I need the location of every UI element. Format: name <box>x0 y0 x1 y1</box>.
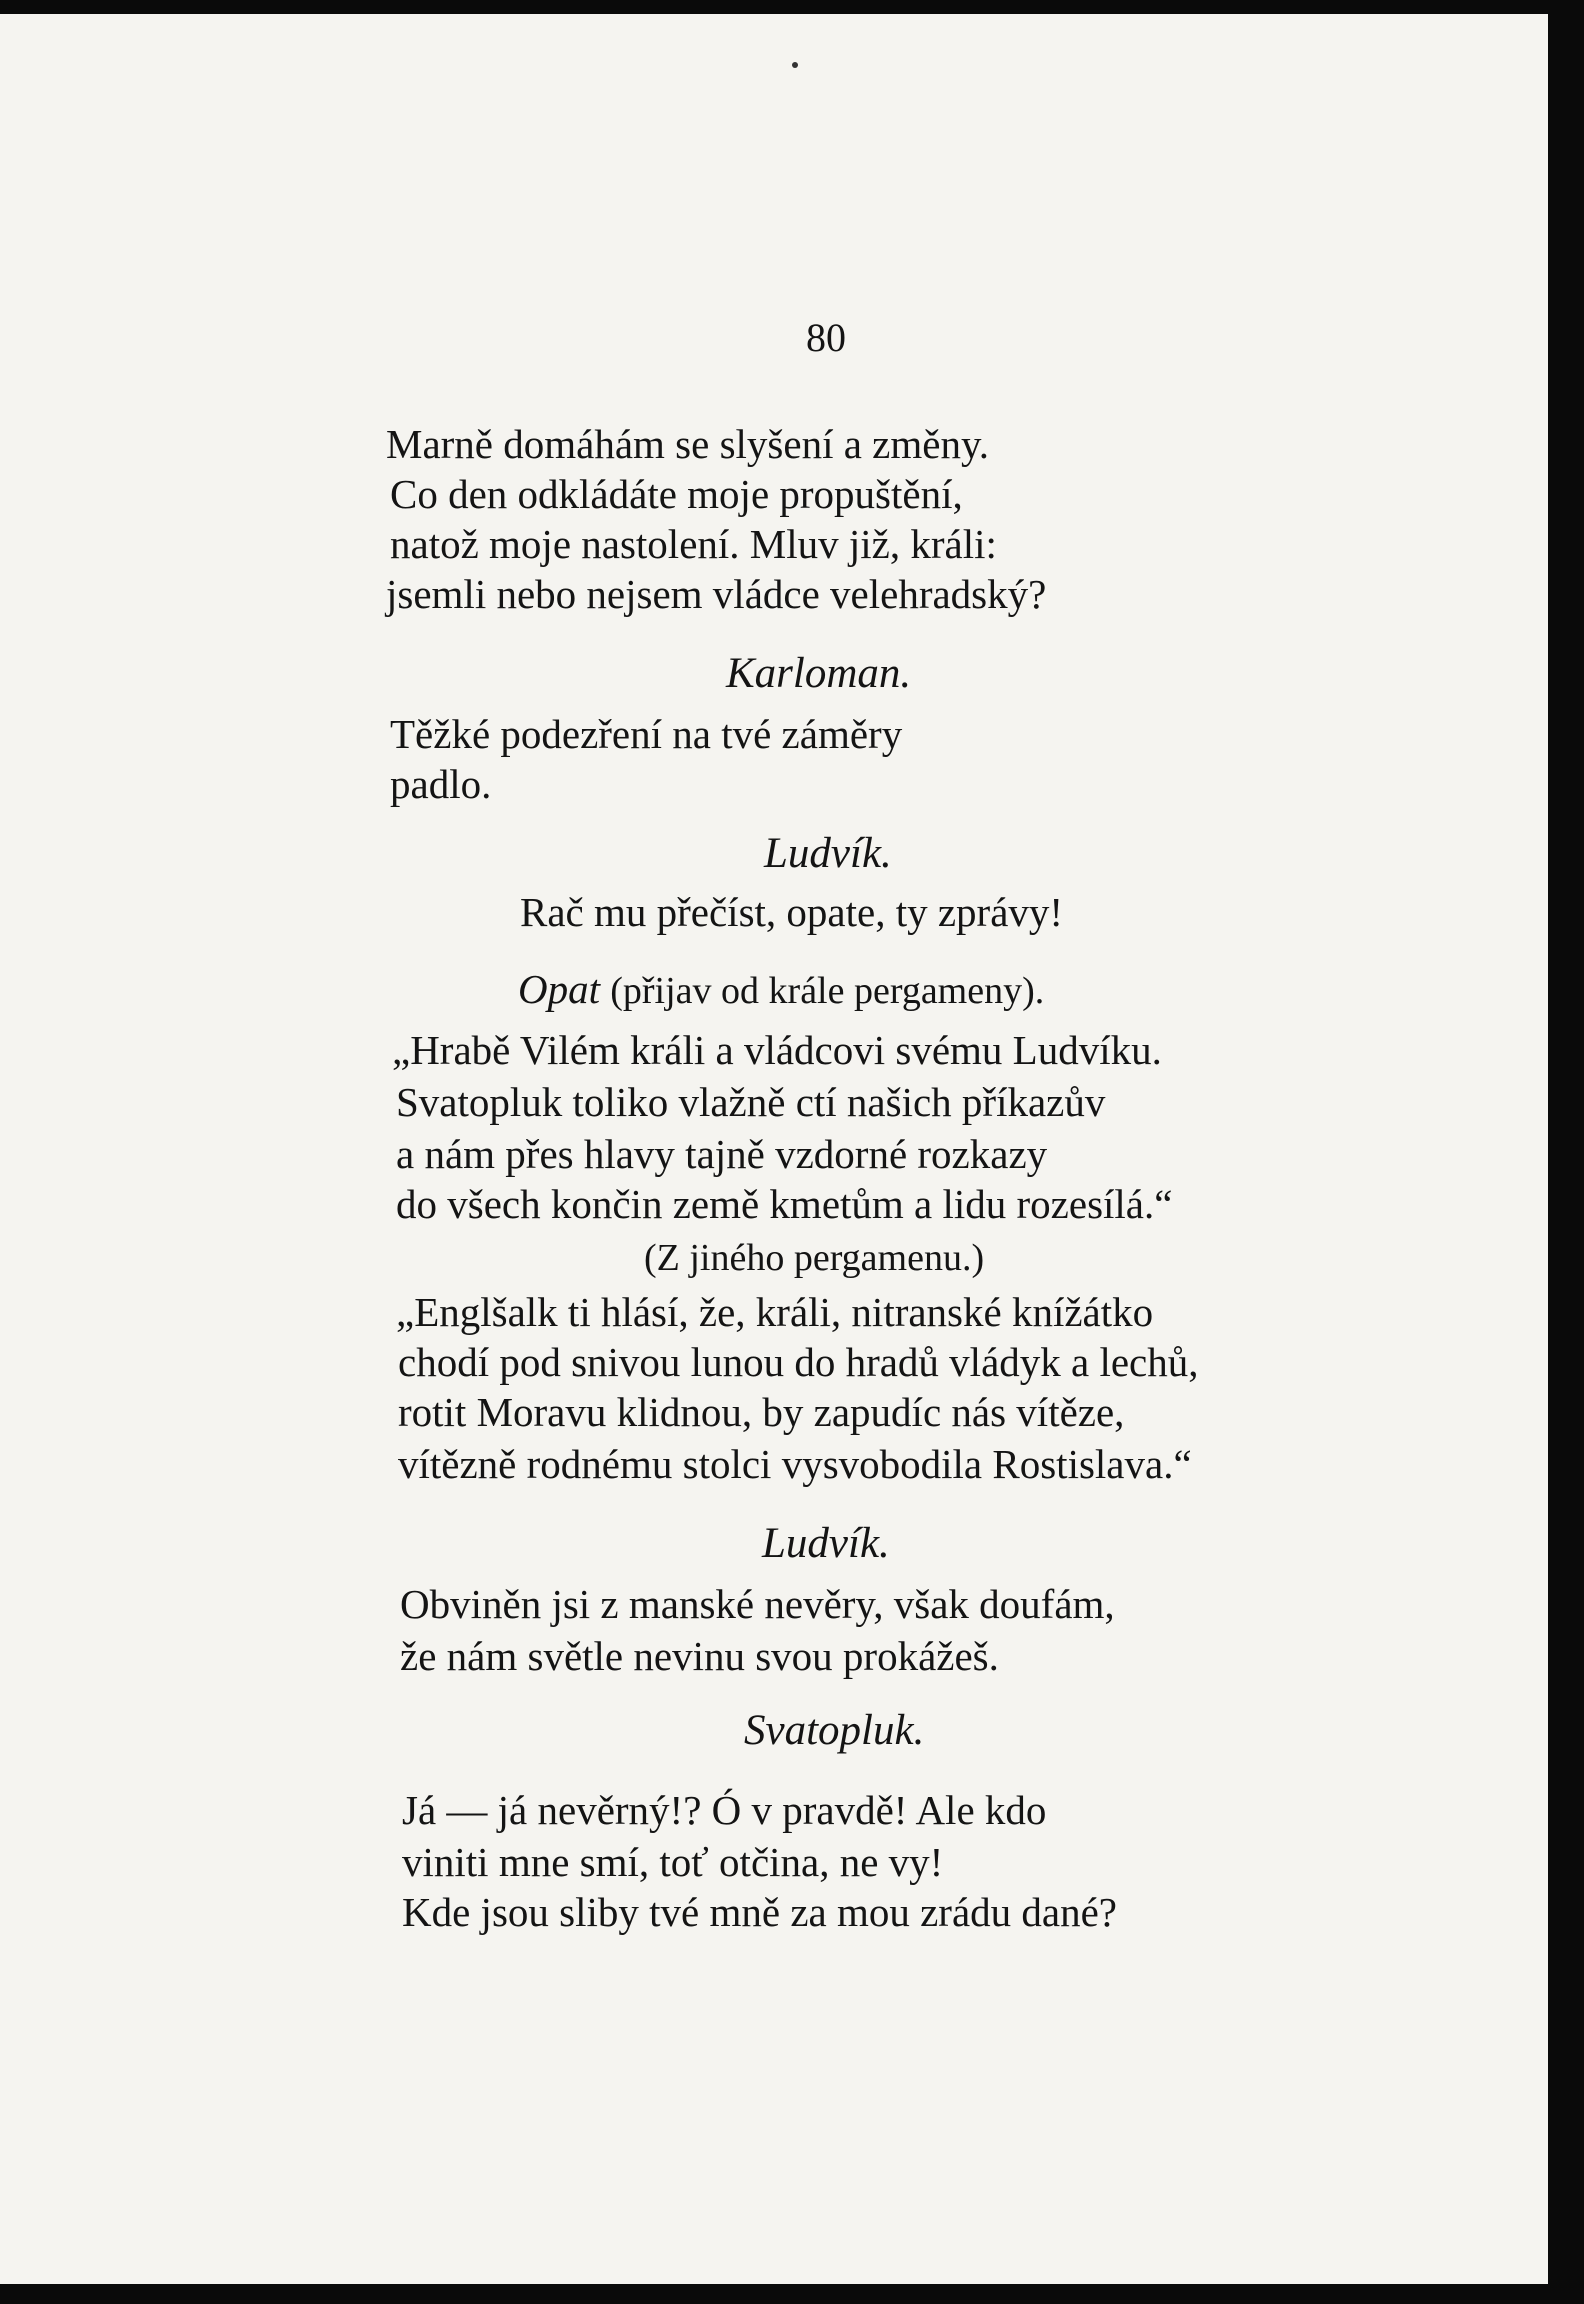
text-line: že nám světle nevinu svou prokážeš. <box>400 1633 999 1679</box>
text-line: Kde jsou sliby tvé mně za mou zrádu dané? <box>402 1889 1117 1935</box>
text-line: Těžké podezření na tvé záměry <box>390 711 903 757</box>
text-line: chodí pod snivou lunou do hradů vládyk a lechů, <box>398 1339 1199 1385</box>
text-line: Svatopluk toliko vlažně ctí našich příkazův <box>396 1079 1106 1125</box>
speaker-name: Ludvík. <box>762 1520 890 1567</box>
stage-line <box>518 966 1045 1012</box>
speaker-name: Ludvík. <box>764 830 892 877</box>
text-line: jsemli nebo nejsem vládce velehradský? <box>386 571 1047 617</box>
page-number: 80 <box>806 315 846 360</box>
stage-direction: (přijav od krále pergameny). <box>610 970 1045 1012</box>
text-line: viniti mne smí, toť otčina, ne vy! <box>402 1839 944 1885</box>
text-line: Já — já nevěrný!? Ó v pravdě! Ale kdo <box>402 1787 1047 1833</box>
print-dot <box>792 62 798 68</box>
text-line: Marně domáhám se slyšení a změny. <box>386 421 990 467</box>
text-line: vítězně rodnému stolci vysvobodila Rostislava.“ <box>398 1441 1192 1487</box>
stage-direction: (Z jiného pergamenu.) <box>644 1237 985 1279</box>
text-line: do všech končin země kmetům a lidu rozesílá.“ <box>396 1181 1173 1227</box>
text-line: Co den odkládáte moje propuštění, <box>390 471 963 517</box>
text-line: Obviněn jsi z manské nevěry, však doufám, <box>400 1581 1115 1627</box>
book-page <box>0 14 1548 2284</box>
text-line: Rač mu přečíst, opate, ty zprávy! <box>520 889 1064 935</box>
speaker-name: Svatopluk. <box>744 1707 925 1754</box>
text-line: „Hrabě Vilém králi a vládcovi svému Ludvíku. <box>392 1027 1162 1073</box>
text-line: „Englšalk ti hlásí, že, králi, nitranské knížátko <box>396 1289 1154 1335</box>
speaker-name: Karloman. <box>726 650 912 697</box>
text-line: a nám přes hlavy tajně vzdorné rozkazy <box>396 1131 1048 1177</box>
text-line: natož moje nastolení. Mluv již, králi: <box>390 521 997 567</box>
text-line: padlo. <box>390 761 492 807</box>
speaker-name: Opat <box>518 966 600 1012</box>
text-line: rotit Moravu klidnou, by zapudíc nás vítěze, <box>398 1389 1125 1435</box>
